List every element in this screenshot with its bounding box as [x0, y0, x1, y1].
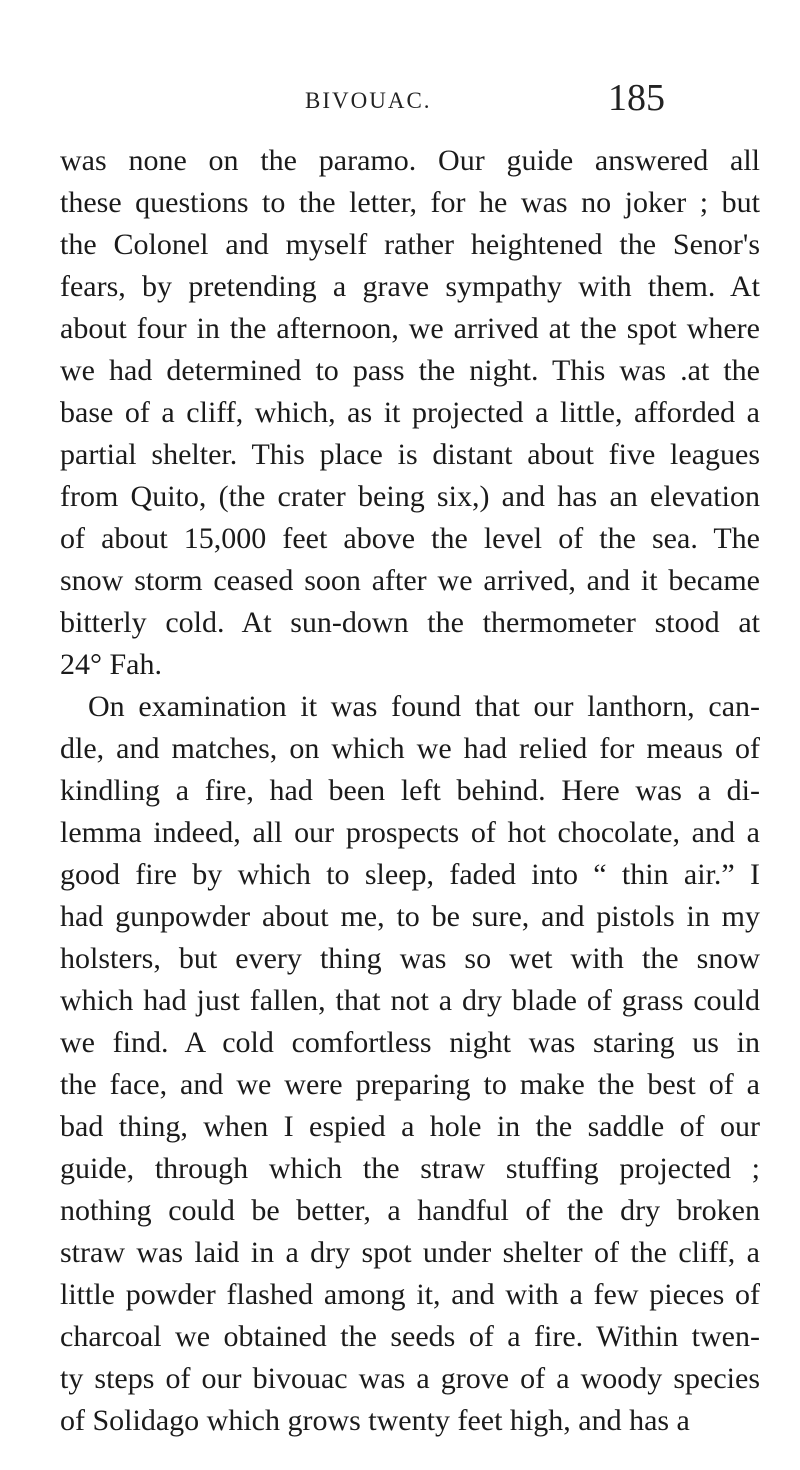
- body-text: [60, 140, 760, 1442]
- text-line: about four in the afternoon, we arrived at the spot where: [60, 312, 760, 345]
- text-line: straw was laid in a dry spot under shelter of the cliff, a: [60, 1236, 760, 1269]
- text-line: base of a cliff, which, as it projected a little, afforded a: [60, 396, 760, 429]
- text-line: guide, through which the straw stuffing projected ;: [60, 1152, 760, 1185]
- text-line: bitterly cold. At sun-down the thermometer stood at: [60, 606, 760, 639]
- text-line: lemma indeed, all our prospects of hot chocolate, and a: [60, 816, 760, 849]
- text-line: from Quito, (the crater being six,) and has an elevation: [60, 480, 760, 513]
- text-line: partial shelter. This place is distant about five leagues: [60, 438, 760, 471]
- text-line: bad thing, when I espied a hole in the saddle of our: [60, 1110, 760, 1143]
- text-line: holsters, but every thing was so wet with the snow: [60, 942, 760, 975]
- text-line: nothing could be better, a handful of the dry broken: [60, 1194, 760, 1227]
- text-line: ty steps of our bivouac was a grove of a woody species: [60, 1362, 760, 1395]
- text-line: these questions to the letter, for he was no joker ; but: [60, 186, 760, 219]
- text-line: kindling a fire, had been left behind. Here was a di-: [60, 774, 760, 807]
- page-header: [305, 70, 665, 120]
- running-title: BIVOUAC.: [305, 88, 432, 113]
- text-line: little powder flashed among it, and with a few pieces of: [60, 1278, 760, 1311]
- page-number: 185: [608, 77, 665, 119]
- text-line: charcoal we obtained the seeds of a fire. Within twen-: [60, 1320, 760, 1353]
- text-line: of about 15,000 feet above the level of the sea. The: [60, 522, 760, 555]
- text-line: the face, and we were preparing to make the best of a: [60, 1068, 760, 1101]
- text-line: the Colonel and myself rather heightened the Senor's: [60, 228, 760, 261]
- text-line: had gunpowder about me, to be sure, and pistols in my: [60, 900, 760, 933]
- text-line: was none on the paramo. Our guide answered all: [60, 144, 760, 177]
- text-line: which had just fallen, that not a dry blade of grass could: [60, 984, 760, 1017]
- text-line: dle, and matches, on which we had relied for meaus of: [60, 732, 760, 765]
- text-line: snow storm ceased soon after we arrived, and it became: [60, 564, 760, 597]
- text-line: 24° Fah.: [60, 648, 162, 681]
- text-line: good fire by which to sleep, faded into “ thin air.” I: [60, 858, 760, 891]
- text-line: On examination it was found that our lanthorn, can-: [88, 690, 760, 723]
- text-line: we had determined to pass the night. This was .at the: [60, 354, 760, 387]
- text-line: fears, by pretending a grave sympathy with them. At: [60, 270, 760, 303]
- text-line: we find. A cold comfortless night was staring us in: [60, 1026, 760, 1059]
- text-line: of Solidago which grows twenty feet high, and has a: [60, 1404, 690, 1437]
